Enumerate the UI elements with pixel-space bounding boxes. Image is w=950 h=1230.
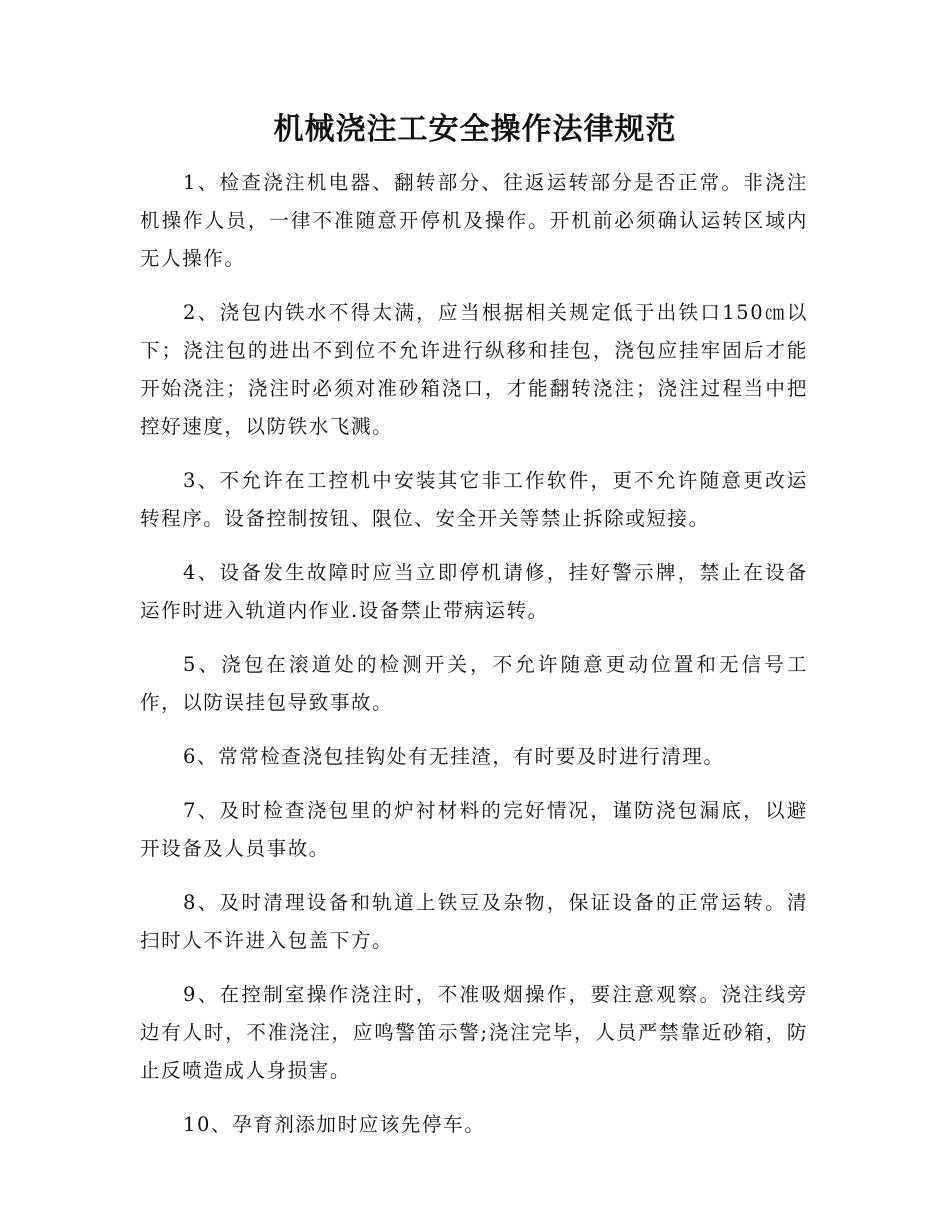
rule-paragraph-10: 10、孕育剂添加时应该先停车。 xyxy=(183,1113,486,1136)
rule-paragraph-9: 9、在控制室操作浇注时，不准吸烟操作，要注意观察。浇注线旁边有人时，不准浇注，应鸣警笛示警;浇注完毕，人员严禁靠近砂箱，防止反喷造成人身损害。 xyxy=(140,983,808,1082)
rule-paragraph-2: 2、浇包内铁水不得太满，应当根据相关规定低于出铁口150㎝以下；浇注包的进出不到位不允许进行纵移和挂包，浇包应挂牢固后才能开始浇注；浇注时必须对准砂箱浇口，才能翻转浇注；浇注过程当中把控好速度，以防铁水飞溅。 xyxy=(140,301,808,438)
rule-paragraph-6: 6、常常检查浇包挂钩处有无挂渣，有时要及时进行清理。 xyxy=(183,745,725,768)
rule-paragraph-8: 8、及时清理设备和轨道上铁豆及杂物，保证设备的正常运转。清扫时人不许进入包盖下方。 xyxy=(140,891,808,952)
document-title: 机械浇注工安全操作法律规范 xyxy=(273,112,677,147)
rule-paragraph-3: 3、不允许在工控机中安装其它非工作软件，更不允许随意更改运转程序。设备控制按钮、限位、安全开关等禁止拆除或短接。 xyxy=(140,469,808,530)
rule-paragraph-1: 1、检查浇注机电器、翻转部分、往返运转部分是否正常。非浇注机操作人员，一律不准随意开停机及操作。开机前必须确认运转区域内无人操作。 xyxy=(140,171,808,270)
rule-paragraph-4: 4、设备发生故障时应当立即停机请修，挂好警示牌，禁止在设备运作时进入轨道内作业.设备禁止带病运转。 xyxy=(140,561,808,622)
rule-paragraph-5: 5、浇包在滚道处的检测开关，不允许随意更动位置和无信号工作，以防误挂包导致事故。 xyxy=(140,653,808,714)
document-body xyxy=(140,164,808,1160)
rule-paragraph-7: 7、及时检查浇包里的炉衬材料的完好情况，谨防浇包漏底，以避开设备及人员事故。 xyxy=(140,799,808,860)
